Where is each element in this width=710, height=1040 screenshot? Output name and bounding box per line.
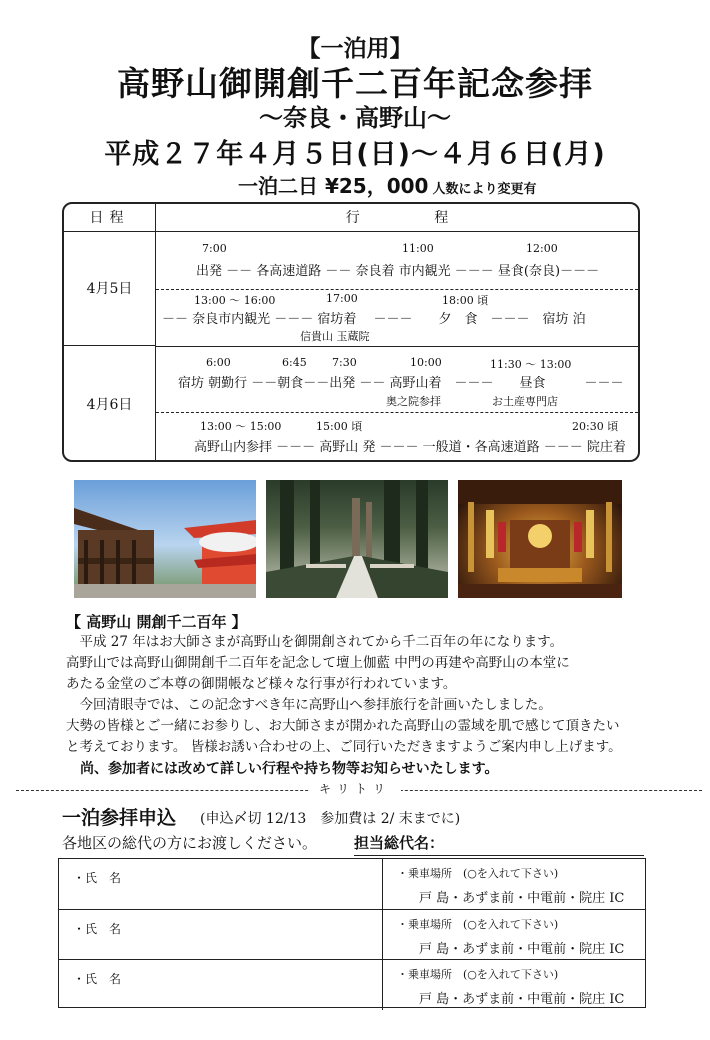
day1-row-divider — [156, 289, 638, 290]
day2-itinerary-line: 高野山内参拝 －－－ 高野山 発 －－－ 一般道・各高速道路 －－－ 院庄着 — [194, 440, 626, 455]
schedule-header — [64, 204, 638, 232]
day1-time: 17:00 — [326, 292, 358, 305]
name-field[interactable]: ・氏 名 — [59, 859, 383, 909]
application-deadline: (申込〆切 12/13 参加費は 2/ 末までに) — [200, 811, 461, 827]
participant-notice: 尚、参加者には改めて詳しい行程や持ち物等お知らせいたします。 — [80, 761, 499, 777]
page-subtitle: 〜奈良・高野山〜 — [259, 104, 451, 132]
price-value: 一泊二日 ¥25，000 — [238, 174, 429, 198]
day2-time: 6:45 — [282, 356, 307, 369]
boarding-location-field[interactable] — [383, 910, 645, 960]
form-row — [59, 859, 645, 909]
schedule-col-date: 日程 — [64, 204, 156, 232]
boarding-location-label: ・乗車場所 (○を入れて下さい) — [397, 968, 559, 981]
page-title: 高野山御開創千二百年記念参拝 — [117, 64, 593, 103]
article-line: 今回清眼寺では、この記念すべき年に高野山へ参拝旅行を計画いたしました。 — [66, 697, 552, 713]
day2-sub-note: 奥之院参拝 — [386, 395, 441, 408]
day2-itinerary-line: 宿坊 朝勤行 －－朝食－－出発 －－ 高野山着 －－－ 昼食 －－－ — [178, 376, 624, 391]
day1-date: 4月5日 — [64, 232, 156, 346]
day1-time: 7:00 — [202, 242, 227, 255]
temple-altar-photo — [458, 480, 622, 598]
article-line: 平成 27 年はお大師さまが高野山を御開創されてから千二百年の年になります。 — [66, 634, 564, 650]
day2-row-divider — [156, 412, 638, 413]
day-divider — [156, 346, 638, 347]
day2-time: 13:00 〜 15:00 — [200, 420, 282, 433]
boarding-location-label: ・乗車場所 (○を入れて下さい) — [397, 918, 559, 931]
day2-time: 15:00 頃 — [316, 420, 363, 433]
temple-pagoda-photo — [74, 480, 256, 598]
trip-price — [238, 170, 536, 199]
day2-date: 4月6日 — [64, 346, 156, 462]
name-field[interactable]: ・氏 名 — [59, 910, 383, 960]
application-title: 一泊参拝申込 — [62, 807, 177, 829]
article-heading: 【 高野山 開創千二百年 】 — [66, 613, 247, 631]
boarding-location-options[interactable]: 戸 島・あずま前・中電前・院庄 IC — [419, 992, 625, 1007]
boarding-location-options[interactable]: 戸 島・あずま前・中電前・院庄 IC — [419, 891, 625, 906]
schedule-col-itinerary: 行 程 — [345, 210, 449, 226]
boarding-location-field[interactable] — [383, 960, 645, 1010]
day1-time: 13:00 〜 16:00 — [194, 294, 276, 307]
article-line: と考えております。 皆様お誘い合わせの上、ご同行いただきますようご案内申し上げます。 — [66, 739, 622, 755]
lodging-name: 信貴山 玉蔵院 — [300, 330, 370, 343]
day1-itinerary-line: －－ 奈良市内観光 －－－ 宿坊着 －－－ 夕 食 －－－ 宿坊 泊 — [162, 312, 586, 327]
stay-type-label: 【一泊用】 — [297, 36, 413, 62]
representative-name-field[interactable]: 担当総代名： — [354, 832, 644, 856]
article-line: 高野山では高野山御開創千二百年を記念して壇上伽藍 中門の再建や高野山の本堂に — [66, 655, 570, 671]
form-row — [59, 909, 645, 959]
article-line: あたる金堂のご本尊の御開帳など様々な行事が行われています。 — [66, 676, 457, 692]
cut-label — [0, 780, 710, 797]
trip-dates: 平成２７年４月５日(日)〜４月６日(月) — [104, 139, 606, 170]
day2-time: 20:30 頃 — [572, 420, 619, 433]
day2-time: 6:00 — [206, 356, 231, 369]
application-instruction: 各地区の総代の方にお渡しください。 — [62, 834, 318, 852]
cut-label-text: キリトリ — [309, 782, 401, 796]
application-form — [58, 858, 646, 1008]
day2-time: 7:30 — [332, 356, 357, 369]
price-note: 人数により変更有 — [432, 182, 537, 197]
day2-sub-note: お土産専門店 — [492, 395, 558, 408]
form-row — [59, 959, 645, 1009]
boarding-location-options[interactable]: 戸 島・あずま前・中電前・院庄 IC — [419, 942, 625, 957]
day1-time: 18:00 頃 — [442, 294, 489, 307]
day1-time: 12:00 — [526, 242, 558, 255]
boarding-location-field[interactable] — [383, 859, 645, 909]
day1-itinerary-line: 出発 －－ 各高速道路 －－ 奈良着 市内観光 －－－ 昼食(奈良)－－－ — [196, 264, 600, 279]
day2-time: 10:00 — [410, 356, 442, 369]
day2-time: 11:30 〜 13:00 — [490, 358, 572, 371]
article-line: 大勢の皆様とご一緒にお参りし、お大師さまが開かれた高野山の霊域を肌で感じて頂きたい — [66, 718, 620, 734]
name-field[interactable]: ・氏 名 — [59, 960, 383, 1010]
boarding-location-label: ・乗車場所 (○を入れて下さい) — [397, 867, 559, 880]
schedule-table — [62, 202, 640, 462]
okunoin-forest-path-photo — [266, 480, 448, 598]
day1-time: 11:00 — [402, 242, 434, 255]
